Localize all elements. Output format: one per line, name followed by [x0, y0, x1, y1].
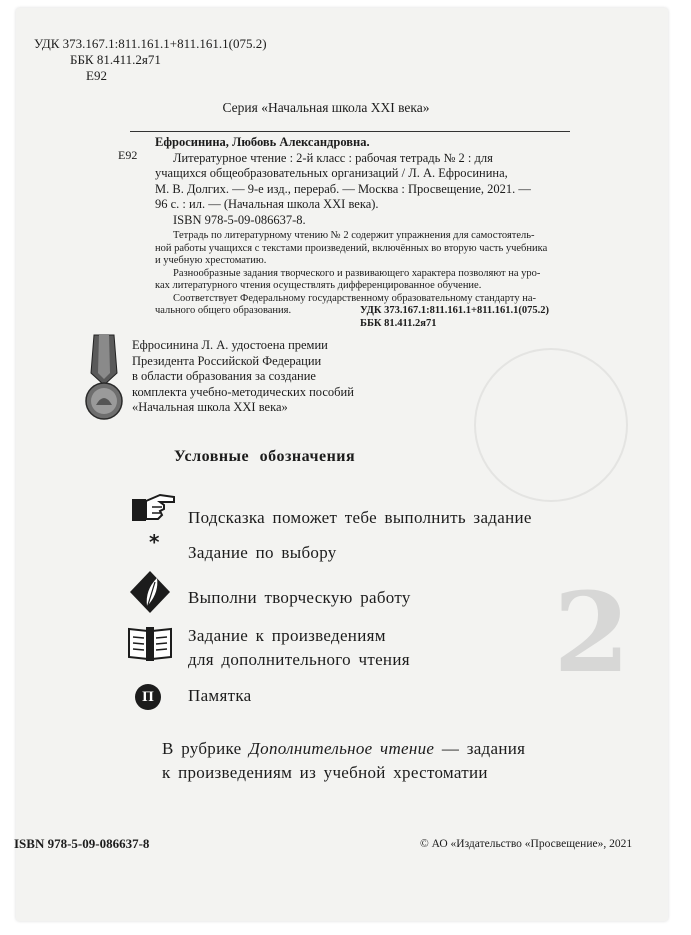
rubric-line2: к произведениям из учебной хрестоматии: [162, 763, 488, 782]
annotation-line: Тетрадь по литературному чтению № 2 содержит упражнения для самостоятель-: [173, 230, 535, 241]
legend-creative: Выполни творческую работу: [188, 588, 411, 607]
bbk-code: ББК 81.411.2я71: [70, 52, 161, 67]
biblio-shelf-code: Е92: [118, 148, 138, 162]
pointing-hand-icon: [130, 489, 178, 525]
description-line: Литературное чтение : 2-й класс : рабочая тетрадь № 2 : для: [173, 150, 493, 165]
shelf-code: Е92: [86, 68, 107, 83]
legend-optional: Задание по выбору: [188, 543, 337, 562]
rubric-prefix: В рубрике: [162, 739, 242, 758]
description-line: М. В. Долгих. — 9-е изд., перераб. — Москва : Просвещение, 2021. —: [155, 181, 531, 196]
biblio-udk: УДК 373.167.1:811.161.1+811.161.1(075.2): [360, 305, 550, 316]
series-title: Серия «Начальная школа XXI века»: [222, 100, 430, 115]
background-showthrough-numeral: 2: [553, 568, 630, 697]
footer-copyright: © АО «Издательство «Просвещение», 2021: [420, 838, 633, 850]
description-line: учащихся общеобразовательных организаций / Л. А. Ефросинина,: [155, 166, 508, 180]
legend-extra-line1: Задание к произведениям: [188, 626, 386, 645]
annotation-line: ках литературного чтения осуществлять дифференцированное обучение.: [155, 280, 482, 291]
description-line: 96 с. : ил. — (Начальная школа XXI века).: [155, 197, 379, 211]
annotation-line: ной работы учащихся с текстами произведений, включённых во вторую часть учебника: [155, 242, 548, 254]
annotation-line: чального общего образования.: [155, 305, 292, 316]
award-line: Ефросинина Л. А. удостоена премии: [132, 338, 328, 352]
divider-line: [130, 131, 570, 132]
memo-circle-icon: П: [135, 684, 161, 710]
rubric-note: [162, 737, 525, 785]
rubric-suffix: — задания: [441, 739, 526, 758]
biblio-classification-codes: [360, 304, 549, 330]
rubric-name: Дополнительное чтение: [249, 739, 435, 758]
bibliographic-record: [155, 135, 575, 318]
legend-hint: Подсказка поможет тебе выполнить задание: [188, 508, 532, 527]
udk-code: УДК 373.167.1:811.161.1+811.161.1(075.2): [34, 36, 267, 51]
award-line: Президента Российской Федерации: [132, 353, 322, 368]
legend-memo: Памятка: [188, 686, 252, 705]
legend-title: Условные обозначения: [174, 448, 356, 465]
top-classification-codes: [34, 36, 267, 84]
award-line: в области образования за создание: [132, 369, 316, 383]
annotation-line: и учебную хрестоматию.: [155, 255, 267, 266]
background-showthrough: [474, 348, 628, 502]
biblio-bbk: ББК 81.411.2я71: [360, 318, 437, 329]
annotation-line: Разнообразные задания творческого и развивающего характера позволяют на уро-: [173, 267, 541, 279]
open-book-icon: [126, 623, 174, 663]
legend-extra-line2: для дополнительного чтения: [188, 650, 410, 669]
asterisk-icon: *: [149, 530, 160, 554]
footer-isbn: ISBN 978-5-09-086637-8: [14, 836, 150, 851]
award-line: комплекта учебно-методических пособий: [132, 384, 354, 399]
medal-icon: [84, 333, 124, 425]
biblio-isbn: ISBN 978-5-09-086637-8.: [173, 212, 306, 227]
rubric-line1: [162, 737, 525, 761]
quill-diamond-icon: [129, 570, 171, 614]
author: Ефросинина, Любовь Александровна.: [155, 135, 370, 149]
award-line: «Начальная школа XXI века»: [132, 400, 288, 414]
award-note: [132, 338, 354, 416]
annotation-line: Соответствует Федеральному государственному образовательному стандарту на-: [173, 292, 537, 304]
